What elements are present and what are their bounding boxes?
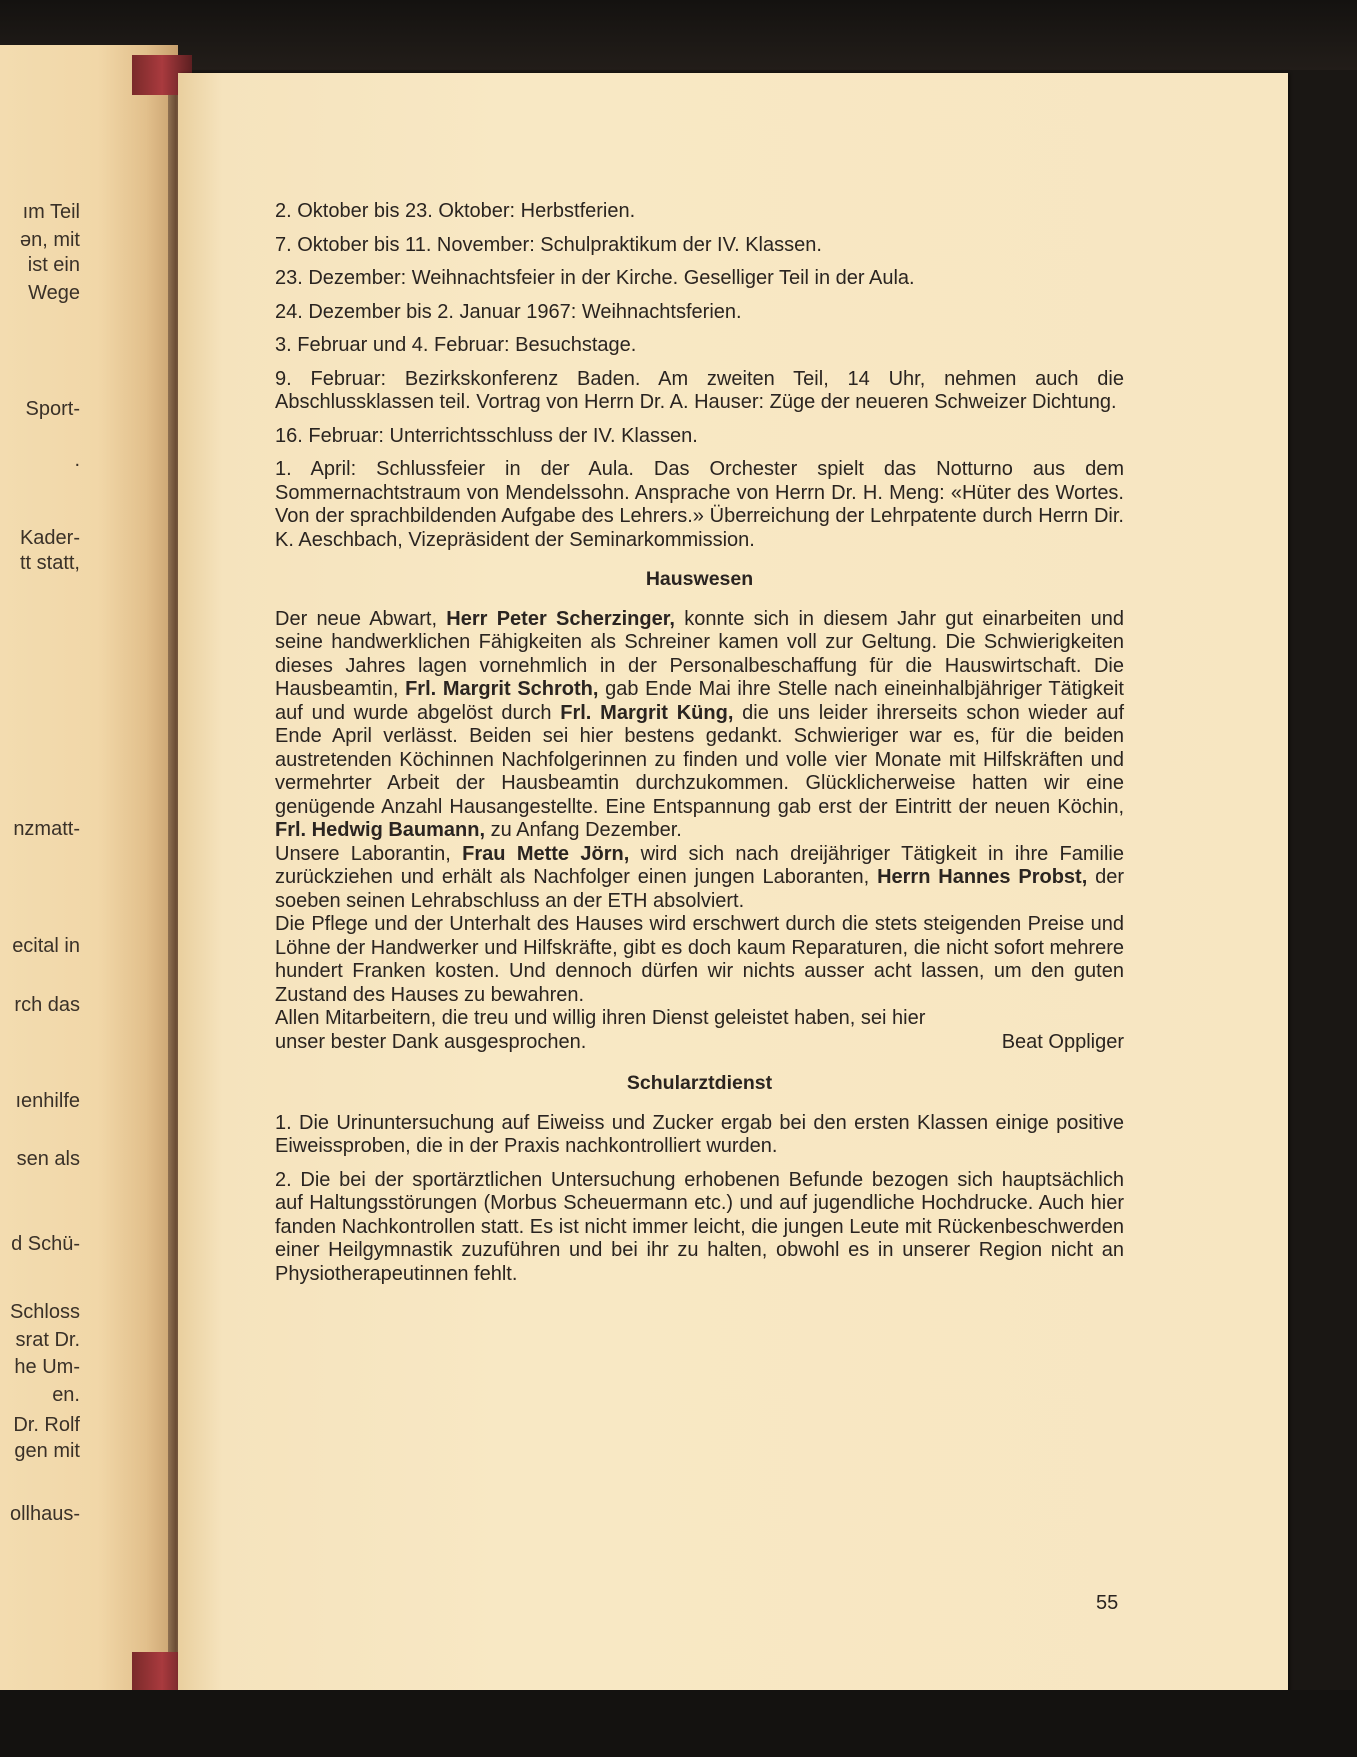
schedule-entry: 3. Februar und 4. Februar: Besuchstage. <box>275 334 637 356</box>
left-page-fragment: Dr. Rolf <box>13 1414 80 1436</box>
schedule-entry: 16. Februar: Unterrichtsschluss der IV. Klassen. <box>275 424 698 447</box>
hauswesen-paragraph-4: Allen Mitarbeitern, die treu und willig ihren Dienst geleistet haben, sei hier <box>275 1007 926 1029</box>
left-page-fragment: srat Dr. <box>15 1329 80 1351</box>
background-top <box>0 0 1357 70</box>
schedule-list <box>275 200 1124 552</box>
left-page-fragment: he Um- <box>14 1356 80 1378</box>
person-name: Herrn Hannes Probst, <box>877 866 1088 888</box>
left-page-fragment: sen als <box>16 1148 80 1170</box>
background-bottom <box>0 1690 1357 1757</box>
left-page-fragment: ist ein <box>27 254 80 276</box>
left-page-fragment: en. <box>52 1384 80 1406</box>
schularztdienst-item: 1. Die Urinuntersuchung auf Eiweiss und Zucker ergab bei den ersten Klassen einige positive Eiweissproben, die in der Praxis nachkontrolliert wurden. <box>275 1111 1124 1157</box>
person-name: Herr Peter Scherzinger, <box>446 607 675 630</box>
schedule-entry: 1. April: Schlussfeier in der Aula. Das Orchester spielt das Notturno aus dem Sommernachtstraum von Mendelssohn. Ansprache von Herrn Dr. H. Meng: «Hüter des Wortes. Von der sprachbildenden Aufgabe des Lehrers.» Überreichung der Lehrpatente durch Herrn Dir. K. Aeschbach, Vizepräsident der Seminarkommission. <box>275 458 1124 551</box>
left-page-fragment: nzmatt- <box>13 818 80 840</box>
left-page-fragment: ollhaus- <box>9 1503 80 1525</box>
author-signature: Beat Oppliger <box>1001 1030 1124 1053</box>
left-page-fragment: Schloss <box>9 1301 80 1323</box>
left-page-fragment: tt statt, <box>19 552 80 574</box>
hauswesen-paragraph-1: Der neue Abwart, Herr Peter Scherzinger, konnte sich in diesem Jahr gut einarbeiten und seine handwerklichen Fähigkeiten als Schreiner kamen voll zur Geltung. Die Schwierigkeiten dieses Jahres lagen vornehmlich in der Personalbeschaffung für die Hauswirtschaft. Die Hausbeamtin, Frl. Margrit Schroth, gab Ende Mai ihre Stelle nach eineinhalbjähriger Tätigkeit auf und wurde abgelöst durch Frl. Margrit Küng, die uns leider ihrerseits schon wieder auf Ende April verlässt. Beiden sei hier bestens gedankt. Schwieriger war es, für die beiden austretenden Köchinnen Nachfolgerinnen zu finden und volle vier Monate mit Hilfskräften und vermehrter Arbeit der Hausbeamtin durchzukommen. Glücklicherweise hatten wir eine genügende Anzahl Hausangestellte. Eine Entspannung gab erst der Eintritt der neuen Köchin, Frl. Hedwig Baumann, zu Anfang Dezember. <box>275 607 1125 841</box>
left-page-fragment: ıenhilfe <box>15 1090 80 1112</box>
left-page-fragment: ən, mit <box>19 229 80 251</box>
left-page-fragment: Sport- <box>25 398 80 420</box>
schedule-entry: 7. Oktober bis 11. November: Schulpraktikum der IV. Klassen. <box>275 233 822 256</box>
person-name: Frl. Margrit Schroth, <box>405 678 599 700</box>
person-name: Frau Mette Jörn, <box>462 842 630 865</box>
left-page <box>0 45 178 1690</box>
left-page-fragment: d Schü- <box>11 1233 80 1255</box>
section-heading-schularztdienst: Schularztdienst <box>626 1072 773 1094</box>
section-heading-hauswesen: Hauswesen <box>645 568 754 590</box>
left-page-fragment: Kader- <box>19 527 80 549</box>
left-page-fragment: . <box>74 449 80 471</box>
person-name: Frl. Hedwig Baumann, <box>275 819 486 841</box>
left-page-fragment: ım Teil <box>22 201 80 223</box>
schedule-entry: 9. Februar: Bezirkskonferenz Baden. Am zweiten Teil, 14 Uhr, nehmen auch die Abschlussklassen teil. Vortrag von Herrn Dr. A. Hauser: Züge der neueren Schweizer Dichtung. <box>275 367 1124 413</box>
signoff-line <box>275 1031 1124 1055</box>
left-page-fragment: ecital in <box>12 935 80 957</box>
schedule-entry: 23. Dezember: Weihnachtsfeier in der Kirche. Geselliger Teil in der Aula. <box>275 267 915 289</box>
hauswesen-paragraph-2: Unsere Laborantin, Frau Mette Jörn, wird sich nach dreijähriger Tätigkeit in ihre Familie zurückziehen und erhält als Nachfolger einen jungen Laboranten, Herrn Hannes Probst, der soeben seinen Lehrabschluss an der ETH absolviert. <box>275 842 1125 912</box>
left-page-fragment: rch das <box>14 994 80 1016</box>
thanks-text: unser bester Dank ausgesprochen. <box>275 1030 587 1053</box>
page-content <box>275 200 1124 1296</box>
page-number: 55 <box>1096 1592 1119 1614</box>
schularztdienst-item: 2. Die bei der sportärztlichen Untersuchung erhobenen Befunde bezogen sich hauptsächlich auf Haltungsstörungen (Morbus Scheuermann etc.) und auf jugendliche Hochdrucke. Auch hier fanden Nachkontrollen statt. Es ist nicht immer leicht, die jungen Leute mit Rückenbeschwerden einer Heilgymnastik zuzuführen und bei ihr zu halten, obwohl es in unserer Region nicht an Physiotherapeutinnen fehlt. <box>275 1168 1124 1285</box>
person-name: Frl. Margrit Küng, <box>560 701 734 724</box>
hauswesen-paragraph-3: Die Pflege und der Unterhalt des Hauses wird erschwert durch die stets steigenden Preise und Löhne der Handwerker und Hilfskräfte, gibt es doch kaum Reparaturen, die nicht sofort mehrere hundert Franken kosten. Und dennoch dürfen wir nichts ausser acht lassen, um den guten Zustand des Hauses zu bewahren. <box>275 913 1124 1006</box>
schedule-entry: 24. Dezember bis 2. Januar 1967: Weihnachtsferien. <box>275 300 742 323</box>
left-page-fragment: Wege <box>28 282 80 304</box>
left-page-fragment: gen mit <box>14 1440 80 1462</box>
schedule-entry: 2. Oktober bis 23. Oktober: Herbstferien. <box>275 200 636 222</box>
